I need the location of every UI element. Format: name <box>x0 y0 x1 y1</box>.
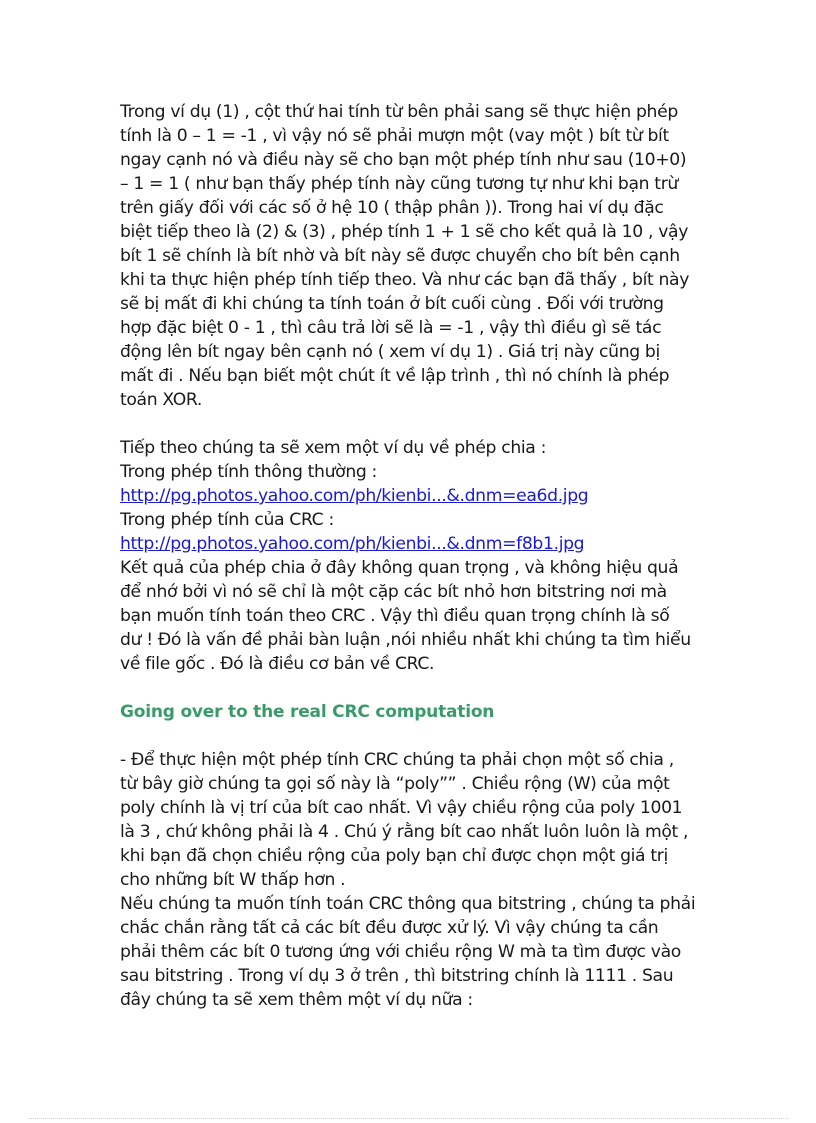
text-line: sẽ bị mất đi khi chúng ta tính toán ở bít cuối cùng . Đối với trường <box>120 294 664 314</box>
text-line: chắc chắn rằng tất cả các bít đều được xử lý. Vì vậy chúng ta cần <box>120 918 659 938</box>
text-line: cho những bít W thấp hơn . <box>120 870 346 890</box>
text-line: Kết quả của phép chia ở đây không quan trọng , và không hiệu quả <box>120 558 679 578</box>
text-line: Trong ví dụ (1) , cột thứ hai tính từ bên phải sang sẽ thực hiện phép <box>120 102 678 122</box>
paragraph-spacer <box>120 676 710 700</box>
text-line: biệt tiếp theo là (2) & (3) , phép tính 1 + 1 sẽ cho kết quả là 10 , vậy <box>120 222 689 242</box>
text-line: khi ta thực hiện phép tính tiếp theo. Và như các bạn đã thấy , bít này <box>120 270 690 290</box>
text-line: hợp đặc biệt 0 - 1 , thì câu trả lời sẽ là = -1 , vậy thì điều gì sẽ tác <box>120 318 662 338</box>
paragraph-subtraction <box>120 100 710 412</box>
crc-division-link[interactable]: http://pg.photos.yahoo.com/ph/kienbi...&.dnm=f8b1.jpg <box>120 534 585 554</box>
normal-division-link-line <box>120 484 710 508</box>
text-line: ngay cạnh nó và điều này sẽ cho bạn một phép tính như sau (10+0) <box>120 150 687 170</box>
normal-division-label: Trong phép tính thông thường : <box>120 462 377 482</box>
paragraph-poly <box>120 748 710 892</box>
text-line: poly chính là vị trí của bít cao nhất. Vì vậy chiều rộng của poly 1001 <box>120 798 683 818</box>
text-line: khi bạn đã chọn chiều rộng của poly bạn chỉ được chọn một giá trị <box>120 846 668 866</box>
text-line: - Để thực hiện một phép tính CRC chúng ta phải chọn một số chia , <box>120 750 674 770</box>
text-line: bít 1 sẽ chính là bít nhờ và bít này sẽ được chuyển cho bít bên cạnh <box>120 246 680 266</box>
section-heading: Going over to the real CRC computation <box>120 702 495 722</box>
text-line: từ bây giờ chúng ta gọi số này là “poly”” . Chiều rộng (W) của một <box>120 774 670 794</box>
text-line: mất đi . Nếu bạn biết một chút ít về lập trình , thì nó chính là phép <box>120 366 670 386</box>
text-line: để nhớ bởi vì nó sẽ chỉ là một cặp các bít nhỏ hơn bitstring nơi mà <box>120 582 667 602</box>
text-line: Nếu chúng ta muốn tính toán CRC thông qua bitstring , chúng ta phải <box>120 894 696 914</box>
footer-divider <box>28 1118 788 1119</box>
document-page <box>120 100 710 1012</box>
text-line: toán XOR. <box>120 390 202 410</box>
text-line: dư ! Đó là vấn đề phải bàn luận ,nói nhiều nhất khi chúng ta tìm hiểu <box>120 630 691 650</box>
crc-division-link-line <box>120 532 710 556</box>
paragraph-spacer <box>120 724 710 748</box>
paragraph-bitstring <box>120 892 710 1012</box>
text-line: đây chúng ta sẽ xem thêm một ví dụ nữa : <box>120 990 473 1010</box>
text-line: phải thêm các bít 0 tương ứng với chiều rộng W mà ta tìm được vào <box>120 942 681 962</box>
text-line: – 1 = 1 ( như bạn thấy phép tính này cũng tương tự như khi bạn trừ <box>120 174 678 194</box>
text-line: bạn muốn tính toán theo CRC . Vậy thì điều quan trọng chính là số <box>120 606 670 626</box>
division-section <box>120 436 710 676</box>
division-intro: Tiếp theo chúng ta sẽ xem một ví dụ về phép chia : <box>120 438 547 458</box>
text-line: về file gốc . Đó là điều cơ bản về CRC. <box>120 654 435 674</box>
text-line: là 3 , chứ không phải là 4 . Chú ý rằng bít cao nhất luôn luôn là một , <box>120 822 689 842</box>
text-line: tính là 0 – 1 = -1 , vì vậy nó sẽ phải mượn một (vay một ) bít từ bít <box>120 126 669 146</box>
paragraph-spacer <box>120 412 710 436</box>
text-line: sau bitstring . Trong ví dụ 3 ở trên , thì bitstring chính là 1111 . Sau <box>120 966 674 986</box>
normal-division-link[interactable]: http://pg.photos.yahoo.com/ph/kienbi...&.dnm=ea6d.jpg <box>120 486 589 506</box>
text-line: động lên bít ngay bên cạnh nó ( xem ví dụ 1) . Giá trị này cũng bị <box>120 342 660 362</box>
text-line: trên giấy đối với các số ở hệ 10 ( thập phân )). Trong hai ví dụ đặc <box>120 198 664 218</box>
crc-division-label: Trong phép tính của CRC : <box>120 510 334 530</box>
